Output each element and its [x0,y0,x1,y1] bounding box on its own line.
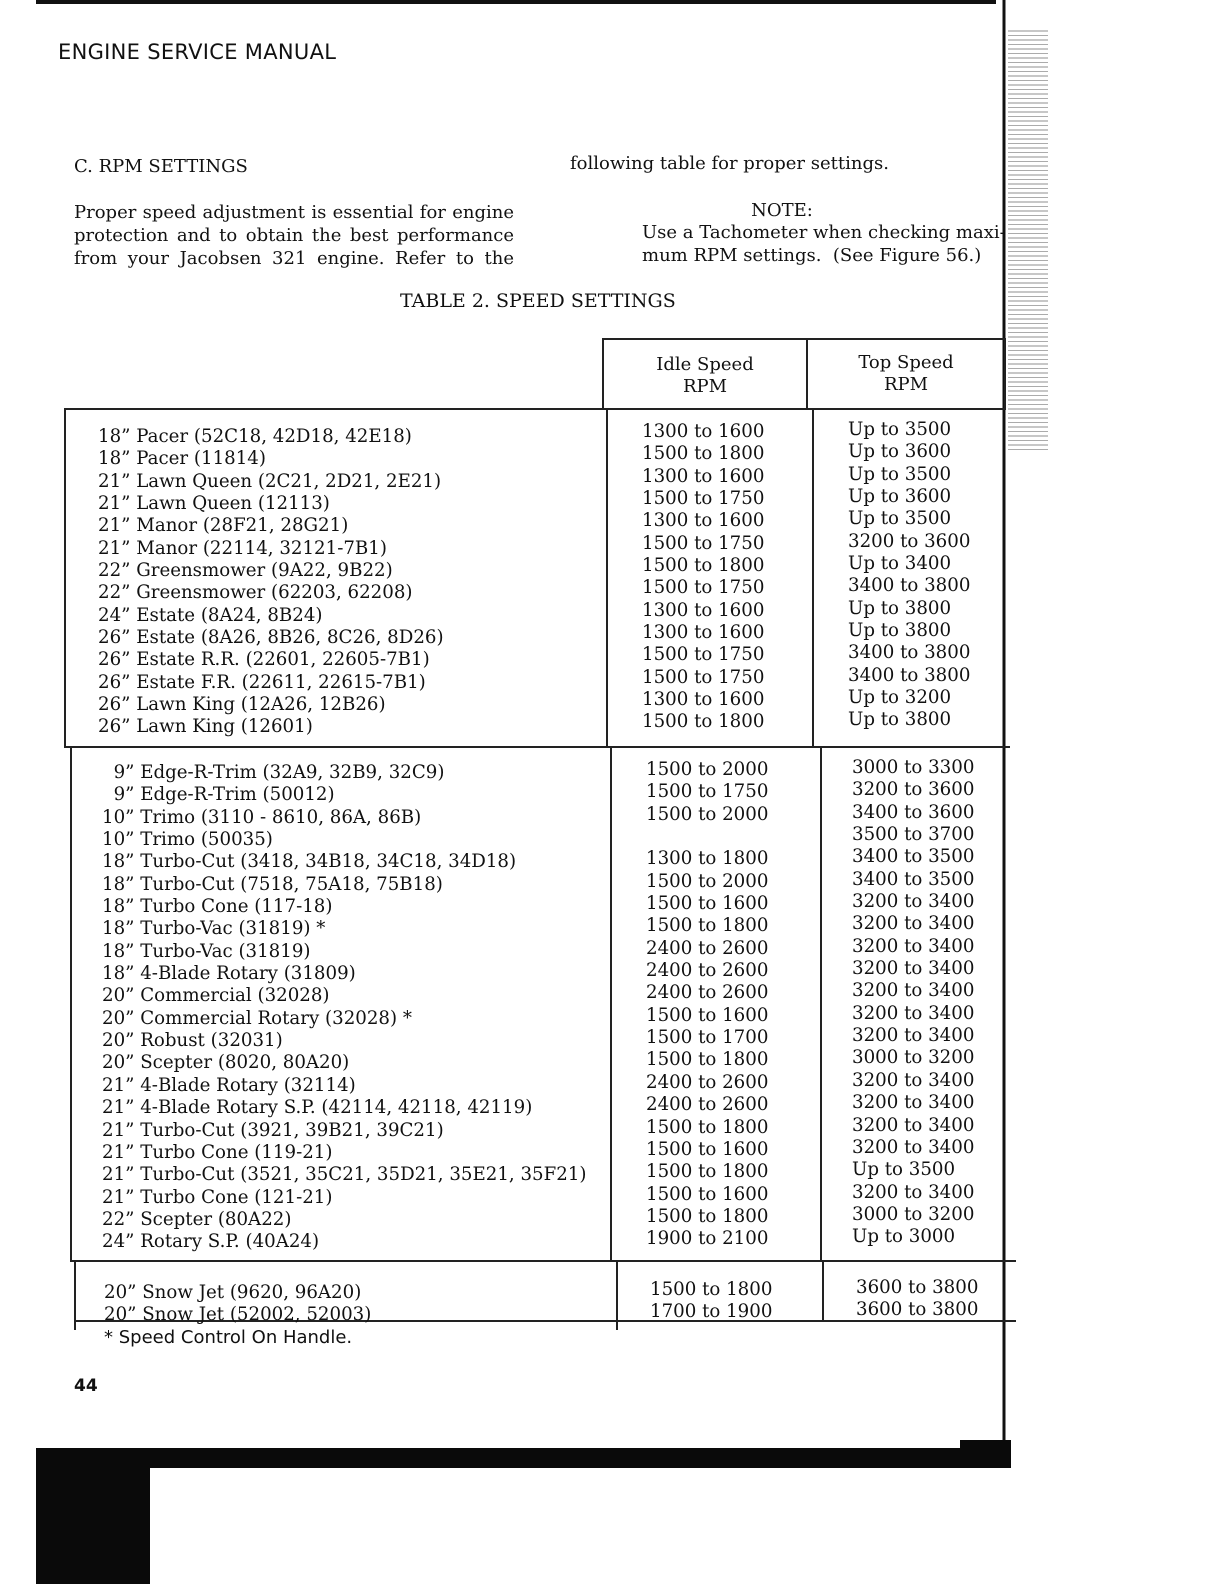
model-cell: 26” Lawn King (12601) [98,716,313,738]
top-speed-cell: 3200 to 3400 [852,1092,975,1114]
model-cell: 24” Estate (8A24, 8B24) [98,604,323,626]
top-speed-cell: 3400 to 3800 [848,664,971,686]
note-title: NOTE: [751,200,813,221]
intro-continuation: following table for proper settings. [570,153,889,174]
top-speed-cell: Up to 3400 [848,553,952,575]
model-cell: 18” Turbo-Vac (31819) [102,940,311,962]
idle-speed-cell: 1500 to 1750 [642,644,765,666]
group1-models [98,426,444,739]
intro-line: Proper speed adjustment is essential for engine [74,202,514,223]
top-speed-cell: 3400 to 3800 [848,642,971,664]
group1-idle [642,421,764,734]
scan-noise [1008,30,1048,450]
scan-bottom-page [150,1468,1011,1584]
model-cell: 21” Manor (22114, 32121-7B1) [98,537,387,559]
top-speed-cell: Up to 3800 [848,620,952,642]
top-speed-cell: 3600 to 3800 [856,1299,979,1321]
top-speed-cell: Up to 3600 [848,486,952,508]
top-speed-cell: 3000 to 3200 [852,1203,975,1225]
idle-speed-cell: 1500 to 1800 [646,1205,769,1227]
idle-speed-cell: 1500 to 2000 [646,759,769,780]
model-cell: 21” Turbo-Cut (3921, 39B21, 39C21) [102,1119,444,1141]
group2-top [852,757,974,1249]
column-header-line: Top Speed [858,352,954,373]
top-speed-cell: Up to 3600 [848,441,952,463]
top-speed-cell: 3400 to 3800 [848,575,971,597]
model-cell: 20” Commercial Rotary (32028) * [102,1007,412,1029]
top-speed-cell: Up to 3000 [852,1226,956,1248]
idle-speed-cell: 1500 to 1750 [642,666,765,688]
top-speed-cell: Up to 3800 [848,709,952,731]
model-cell: 18” Turbo-Cut (7518, 75A18, 75B18) [102,873,443,895]
model-cell: 22” Greensmower (9A22, 9B22) [98,560,393,582]
model-cell: 18” Pacer (11814) [98,448,266,470]
model-cell: 21” 4-Blade Rotary (32114) [102,1074,356,1096]
idle-speed-cell: 1500 to 1800 [642,555,765,577]
model-cell: 9” Edge-R-Trim (32A9, 32B9, 32C9) [102,762,445,783]
column-header-top [808,352,1004,396]
model-cell: 21” Lawn Queen (12113) [98,493,330,515]
idle-speed-cell: 1500 to 1700 [646,1027,769,1049]
model-cell: 20” Robust (32031) [102,1030,283,1052]
model-cell: 21” Lawn Queen (2C21, 2D21, 2E21) [98,470,442,492]
model-cell: 20” Scepter (8020, 80A20) [102,1052,350,1074]
column-header-idle [604,354,806,398]
group3-idle [650,1279,772,1324]
section-heading: C. RPM SETTINGS [74,156,248,177]
intro-paragraph [74,201,514,270]
top-speed-cell: 3200 to 3400 [852,1025,975,1047]
model-cell: 18” 4-Blade Rotary (31809) [102,963,356,985]
top-speed-cell: Up to 3500 [848,508,952,530]
model-cell: 26” Estate F.R. (22611, 22615-7B1) [98,671,426,693]
idle-speed-cell: 1500 to 1800 [646,1116,769,1138]
idle-speed-cell: 1500 to 2000 [646,803,769,825]
top-speed-cell: 3200 to 3400 [852,935,975,957]
idle-speed-cell: 1900 to 2100 [646,1228,769,1250]
model-cell: 18” Turbo-Cut (3418, 34B18, 34C18, 34D18) [102,851,517,873]
model-cell: 20” Commercial (32028) [102,985,330,1007]
idle-speed-cell: 1500 to 1750 [642,532,765,554]
model-cell: 18” Turbo-Vac (31819) * [102,918,326,940]
model-cell: 9” Edge-R-Trim (50012) [102,784,335,806]
idle-speed-cell: 1300 to 1600 [642,599,765,621]
top-speed-cell: Up to 3500 [848,463,952,485]
scan-top-edge [36,0,996,4]
model-cell: 18” Turbo Cone (117-18) [102,896,333,918]
page-header: ENGINE SERVICE MANUAL [58,40,337,64]
top-speed-cell: Up to 3500 [852,1159,956,1181]
idle-speed-cell: 2400 to 2600 [646,1071,769,1093]
idle-speed-cell: 1300 to 1600 [642,622,765,644]
model-cell: 20” Snow Jet (9620, 96A20) [104,1282,362,1303]
top-speed-cell: 3200 to 3400 [852,1069,975,1091]
idle-speed-cell: 1500 to 1750 [646,781,769,803]
idle-speed-cell: 1700 to 1900 [650,1301,773,1323]
top-speed-cell: 3200 to 3400 [852,913,975,935]
top-speed-cell: Up to 3500 [848,419,952,440]
idle-speed-cell: 1500 to 1600 [646,1183,769,1205]
idle-speed-cell: 2400 to 2600 [646,960,769,982]
page-number: 44 [74,1376,98,1396]
group3-top [856,1277,978,1322]
idle-speed-cell: 2400 to 2600 [646,937,769,959]
idle-speed-cell: 1300 to 1600 [642,689,765,711]
model-cell: 22” Greensmower (62203, 62208) [98,582,413,604]
top-speed-cell: 3200 to 3600 [852,779,975,801]
idle-speed-cell: 1500 to 1600 [646,1004,769,1026]
top-speed-cell: 3200 to 3600 [848,530,971,552]
idle-speed-cell: 1300 to 1800 [646,848,769,870]
model-cell: 24” Rotary S.P. (40A24) [102,1231,320,1253]
column-header-line: RPM [682,376,728,397]
model-cell: 21” Turbo-Cut (3521, 35C21, 35D21, 35E21, 35F21) [102,1164,587,1186]
intro-line: protection and to obtain the best performance [74,225,514,246]
group2-models [102,762,586,1254]
idle-speed-cell: 1500 to 1600 [646,893,769,915]
footnote: * Speed Control On Handle. [104,1327,353,1348]
model-cell: 21” 4-Blade Rotary S.P. (42114, 42118, 42119) [102,1097,533,1119]
group2-idle [646,759,768,1251]
top-speed-cell: 3200 to 3400 [852,958,975,980]
idle-speed-cell: 1500 to 1600 [646,1138,769,1160]
idle-speed-cell: 1500 to 1800 [646,1049,769,1071]
top-speed-cell: 3500 to 3700 [852,824,975,846]
idle-speed-cell: 1300 to 1600 [642,465,765,487]
top-speed-cell: 3200 to 3400 [852,1002,975,1024]
model-cell: 26” Estate R.R. (22601, 22605-7B1) [98,649,430,671]
note-body [642,221,1008,267]
model-cell: 18” Pacer (52C18, 42D18, 42E18) [98,426,412,447]
model-cell: 26” Estate (8A26, 8B26, 8C26, 8D26) [98,627,444,649]
scan-bottom-corner [960,1440,1011,1448]
group3-models [104,1282,371,1327]
top-speed-cell: 3400 to 3500 [852,846,975,868]
model-cell: 21” Manor (28F21, 28G21) [98,515,349,537]
top-speed-cell: 3000 to 3200 [852,1047,975,1069]
idle-speed-cell [646,826,768,848]
note-line: Use a Tachometer when checking maxi- [642,222,1006,243]
note-line: mum RPM settings. (See Figure 56.) [642,245,982,266]
idle-speed-cell: 1500 to 1800 [646,915,769,937]
idle-speed-cell: 1500 to 1800 [650,1279,773,1300]
top-speed-cell: 3000 to 3300 [852,757,975,778]
column-header-line: Idle Speed [656,354,754,375]
model-cell: 21” Turbo Cone (121-21) [102,1186,333,1208]
model-cell: 26” Lawn King (12A26, 12B26) [98,694,386,716]
model-cell: 20” Snow Jet (52002, 52003) [104,1304,372,1326]
top-speed-cell: 3400 to 3500 [852,868,975,890]
table-title: TABLE 2. SPEED SETTINGS [400,290,676,312]
idle-speed-cell: 1500 to 1750 [642,488,765,510]
group1-top [848,419,970,732]
top-speed-cell: 3200 to 3400 [852,1114,975,1136]
top-speed-cell: 3400 to 3600 [852,801,975,823]
idle-speed-cell: 1300 to 1600 [642,421,765,442]
idle-speed-cell: 1500 to 1800 [646,1161,769,1183]
top-speed-cell: 3200 to 3400 [852,980,975,1002]
top-speed-cell: 3200 to 3400 [852,891,975,913]
idle-speed-cell: 1500 to 1800 [642,443,765,465]
idle-speed-cell: 2400 to 2600 [646,1094,769,1116]
column-header-line: RPM [883,374,929,395]
model-cell: 10” Trimo (3110 - 8610, 86A, 86B) [102,806,422,828]
top-speed-cell: Up to 3200 [848,687,952,709]
intro-line: from your Jacobsen 321 engine. Refer to the [74,248,514,269]
idle-speed-cell: 1500 to 1800 [642,711,765,733]
top-speed-cell: 3600 to 3800 [856,1277,979,1298]
idle-speed-cell: 1500 to 2000 [646,870,769,892]
top-speed-cell: Up to 3800 [848,597,952,619]
top-speed-cell: 3200 to 3400 [852,1136,975,1158]
model-cell: 10” Trimo (50035) [102,829,273,851]
idle-speed-cell: 1500 to 1750 [642,577,765,599]
top-speed-cell: 3200 to 3400 [852,1181,975,1203]
idle-speed-cell: 2400 to 2600 [646,982,769,1004]
idle-speed-cell: 1300 to 1600 [642,510,765,532]
model-cell: 21” Turbo Cone (119-21) [102,1141,333,1163]
model-cell: 22” Scepter (80A22) [102,1208,292,1230]
